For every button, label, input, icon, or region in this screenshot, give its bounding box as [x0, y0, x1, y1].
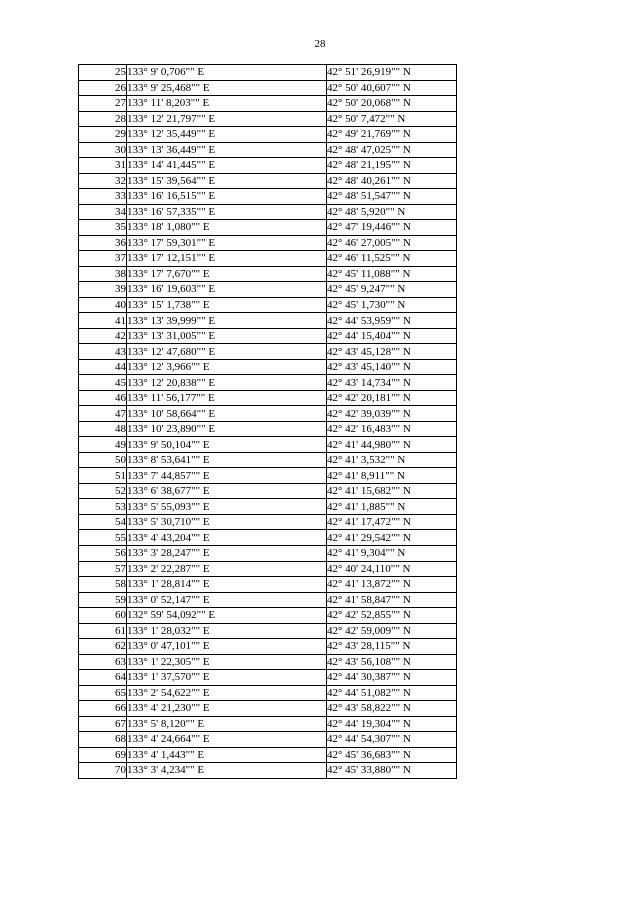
latitude-cell: 42° 41' 44,980"" N: [327, 437, 457, 453]
longitude-cell: 133° 13' 36,449"" E: [127, 142, 327, 158]
table-row: [79, 251, 457, 267]
longitude-cell: 133° 2' 22,287"" E: [127, 561, 327, 577]
table-row: [79, 158, 457, 174]
latitude-cell: 42° 48' 5,920"" N: [327, 204, 457, 220]
table-row: [79, 514, 457, 530]
latitude-cell: 42° 44' 30,387"" N: [327, 670, 457, 686]
latitude-cell: 42° 43' 45,140"" N: [327, 359, 457, 375]
longitude-cell: 133° 4' 43,204"" E: [127, 530, 327, 546]
latitude-cell: 42° 48' 51,547"" N: [327, 189, 457, 205]
point-number-cell: 44: [79, 359, 127, 375]
longitude-cell: 133° 12' 20,838"" E: [127, 375, 327, 391]
point-number-cell: 25: [79, 65, 127, 81]
table-row: [79, 452, 457, 468]
table-row: [79, 220, 457, 236]
point-number-cell: 51: [79, 468, 127, 484]
longitude-cell: 133° 8' 53,641"" E: [127, 452, 327, 468]
point-number-cell: 42: [79, 328, 127, 344]
point-number-cell: 32: [79, 173, 127, 189]
table-row: [79, 654, 457, 670]
latitude-cell: 42° 48' 21,195"" N: [327, 158, 457, 174]
latitude-cell: 42° 41' 15,682"" N: [327, 483, 457, 499]
point-number-cell: 31: [79, 158, 127, 174]
point-number-cell: 64: [79, 670, 127, 686]
point-number-cell: 39: [79, 282, 127, 298]
longitude-cell: 133° 0' 47,101"" E: [127, 639, 327, 655]
table-row: [79, 545, 457, 561]
table-row: [79, 235, 457, 251]
latitude-cell: 42° 50' 20,068"" N: [327, 96, 457, 112]
point-number-cell: 43: [79, 344, 127, 360]
table-row: [79, 96, 457, 112]
latitude-cell: 42° 50' 7,472"" N: [327, 111, 457, 127]
point-number-cell: 62: [79, 639, 127, 655]
longitude-cell: 133° 18' 1,080"" E: [127, 220, 327, 236]
table-row: [79, 747, 457, 763]
longitude-cell: 132° 59' 54,092"" E: [127, 608, 327, 624]
table-row: [79, 390, 457, 406]
point-number-cell: 35: [79, 220, 127, 236]
longitude-cell: 133° 12' 3,966"" E: [127, 359, 327, 375]
longitude-cell: 133° 1' 22,305"" E: [127, 654, 327, 670]
table-row: [79, 561, 457, 577]
longitude-cell: 133° 17' 12,151"" E: [127, 251, 327, 267]
longitude-cell: 133° 7' 44,857"" E: [127, 468, 327, 484]
point-number-cell: 48: [79, 421, 127, 437]
longitude-cell: 133° 1' 28,814"" E: [127, 577, 327, 593]
latitude-cell: 42° 43' 56,108"" N: [327, 654, 457, 670]
latitude-cell: 42° 44' 19,304"" N: [327, 716, 457, 732]
longitude-cell: 133° 16' 19,603"" E: [127, 282, 327, 298]
point-number-cell: 53: [79, 499, 127, 515]
table-row: [79, 592, 457, 608]
longitude-cell: 133° 16' 16,515"" E: [127, 189, 327, 205]
latitude-cell: 42° 44' 53,959"" N: [327, 313, 457, 329]
latitude-cell: 42° 44' 54,307"" N: [327, 732, 457, 748]
longitude-cell: 133° 3' 28,247"" E: [127, 545, 327, 561]
latitude-cell: 42° 51' 26,919"" N: [327, 65, 457, 81]
latitude-cell: 42° 43' 58,822"" N: [327, 701, 457, 717]
longitude-cell: 133° 3' 4,234"" E: [127, 763, 327, 779]
longitude-cell: 133° 6' 38,677"" E: [127, 483, 327, 499]
table-row: [79, 313, 457, 329]
table-row: [79, 716, 457, 732]
longitude-cell: 133° 5' 55,093"" E: [127, 499, 327, 515]
table-row: [79, 344, 457, 360]
point-number-cell: 37: [79, 251, 127, 267]
longitude-cell: 133° 4' 21,230"" E: [127, 701, 327, 717]
point-number-cell: 27: [79, 96, 127, 112]
point-number-cell: 41: [79, 313, 127, 329]
table-row: [79, 189, 457, 205]
latitude-cell: 42° 42' 16,483"" N: [327, 421, 457, 437]
point-number-cell: 36: [79, 235, 127, 251]
table-row: [79, 127, 457, 143]
longitude-cell: 133° 4' 1,443"" E: [127, 747, 327, 763]
longitude-cell: 133° 0' 52,147"" E: [127, 592, 327, 608]
longitude-cell: 133° 10' 58,664"" E: [127, 406, 327, 422]
table-row: [79, 483, 457, 499]
longitude-cell: 133° 2' 54,622"" E: [127, 685, 327, 701]
longitude-cell: 133° 17' 59,301"" E: [127, 235, 327, 251]
longitude-cell: 133° 14' 41,445"" E: [127, 158, 327, 174]
latitude-cell: 42° 41' 17,472"" N: [327, 514, 457, 530]
table-row: [79, 639, 457, 655]
latitude-cell: 42° 45' 1,730"" N: [327, 297, 457, 313]
latitude-cell: 42° 49' 21,769"" N: [327, 127, 457, 143]
point-number-cell: 65: [79, 685, 127, 701]
table-row: [79, 297, 457, 313]
longitude-cell: 133° 13' 39,999"" E: [127, 313, 327, 329]
point-number-cell: 70: [79, 763, 127, 779]
point-number-cell: 57: [79, 561, 127, 577]
latitude-cell: 42° 41' 1,885"" N: [327, 499, 457, 515]
table-row: [79, 282, 457, 298]
latitude-cell: 42° 41' 9,304"" N: [327, 545, 457, 561]
table-row: [79, 421, 457, 437]
latitude-cell: 42° 42' 39,039"" N: [327, 406, 457, 422]
table-row: [79, 437, 457, 453]
point-number-cell: 69: [79, 747, 127, 763]
latitude-cell: 42° 41' 58,847"" N: [327, 592, 457, 608]
table-row: [79, 111, 457, 127]
page-number: 28: [314, 38, 326, 50]
latitude-cell: 42° 48' 47,025"" N: [327, 142, 457, 158]
latitude-cell: 42° 43' 14,734"" N: [327, 375, 457, 391]
point-number-cell: 68: [79, 732, 127, 748]
point-number-cell: 34: [79, 204, 127, 220]
point-number-cell: 63: [79, 654, 127, 670]
table-row: [79, 359, 457, 375]
latitude-cell: 42° 47' 19,446"" N: [327, 220, 457, 236]
latitude-cell: 42° 46' 27,005"" N: [327, 235, 457, 251]
point-number-cell: 26: [79, 80, 127, 96]
point-number-cell: 67: [79, 716, 127, 732]
latitude-cell: 42° 48' 40,261"" N: [327, 173, 457, 189]
point-number-cell: 38: [79, 266, 127, 282]
longitude-cell: 133° 4' 24,664"" E: [127, 732, 327, 748]
longitude-cell: 133° 5' 8,120"" E: [127, 716, 327, 732]
table-row: [79, 204, 457, 220]
latitude-cell: 42° 46' 11,525"" N: [327, 251, 457, 267]
longitude-cell: 133° 13' 31,005"" E: [127, 328, 327, 344]
latitude-cell: 42° 44' 51,082"" N: [327, 685, 457, 701]
table-row: [79, 266, 457, 282]
table-row: [79, 499, 457, 515]
point-number-cell: 40: [79, 297, 127, 313]
point-number-cell: 52: [79, 483, 127, 499]
longitude-cell: 133° 9' 0,706"" E: [127, 65, 327, 81]
point-number-cell: 56: [79, 545, 127, 561]
table-row: [79, 530, 457, 546]
point-number-cell: 66: [79, 701, 127, 717]
table-row: [79, 468, 457, 484]
coordinates-table-body: [79, 65, 457, 779]
latitude-cell: 42° 42' 59,009"" N: [327, 623, 457, 639]
latitude-cell: 42° 42' 52,855"" N: [327, 608, 457, 624]
table-row: [79, 173, 457, 189]
point-number-cell: 58: [79, 577, 127, 593]
table-row: [79, 80, 457, 96]
point-number-cell: 30: [79, 142, 127, 158]
table-row: [79, 732, 457, 748]
latitude-cell: 42° 45' 11,088"" N: [327, 266, 457, 282]
table-row: [79, 670, 457, 686]
point-number-cell: 60: [79, 608, 127, 624]
point-number-cell: 29: [79, 127, 127, 143]
point-number-cell: 49: [79, 437, 127, 453]
latitude-cell: 42° 45' 33,880"" N: [327, 763, 457, 779]
point-number-cell: 33: [79, 189, 127, 205]
point-number-cell: 50: [79, 452, 127, 468]
table-row: [79, 375, 457, 391]
point-number-cell: 46: [79, 390, 127, 406]
coordinates-table: [78, 64, 457, 779]
latitude-cell: 42° 42' 20,181"" N: [327, 390, 457, 406]
latitude-cell: 42° 43' 28,115"" N: [327, 639, 457, 655]
table-row: [79, 142, 457, 158]
longitude-cell: 133° 17' 7,670"" E: [127, 266, 327, 282]
latitude-cell: 42° 40' 24,110"" N: [327, 561, 457, 577]
point-number-cell: 59: [79, 592, 127, 608]
table-row: [79, 577, 457, 593]
longitude-cell: 133° 12' 21,797"" E: [127, 111, 327, 127]
longitude-cell: 133° 15' 1,738"" E: [127, 297, 327, 313]
latitude-cell: 42° 45' 36,683"" N: [327, 747, 457, 763]
latitude-cell: 42° 41' 13,872"" N: [327, 577, 457, 593]
table-row: [79, 763, 457, 779]
longitude-cell: 133° 10' 23,890"" E: [127, 421, 327, 437]
longitude-cell: 133° 1' 37,570"" E: [127, 670, 327, 686]
longitude-cell: 133° 11' 8,203"" E: [127, 96, 327, 112]
table-row: [79, 608, 457, 624]
latitude-cell: 42° 41' 29,542"" N: [327, 530, 457, 546]
latitude-cell: 42° 41' 8,911"" N: [327, 468, 457, 484]
point-number-cell: 47: [79, 406, 127, 422]
table-row: [79, 328, 457, 344]
longitude-cell: 133° 16' 57,335"" E: [127, 204, 327, 220]
point-number-cell: 54: [79, 514, 127, 530]
longitude-cell: 133° 9' 25,468"" E: [127, 80, 327, 96]
latitude-cell: 42° 41' 3,532"" N: [327, 452, 457, 468]
latitude-cell: 42° 45' 9,247"" N: [327, 282, 457, 298]
point-number-cell: 45: [79, 375, 127, 391]
point-number-cell: 55: [79, 530, 127, 546]
table-row: [79, 65, 457, 81]
longitude-cell: 133° 11' 56,177"" E: [127, 390, 327, 406]
latitude-cell: 42° 43' 45,128"" N: [327, 344, 457, 360]
table-row: [79, 406, 457, 422]
table-row: [79, 701, 457, 717]
point-number-cell: 28: [79, 111, 127, 127]
longitude-cell: 133° 12' 47,680"" E: [127, 344, 327, 360]
longitude-cell: 133° 1' 28,032"" E: [127, 623, 327, 639]
latitude-cell: 42° 50' 40,607"" N: [327, 80, 457, 96]
longitude-cell: 133° 9' 50,104"" E: [127, 437, 327, 453]
longitude-cell: 133° 12' 35,449"" E: [127, 127, 327, 143]
point-number-cell: 61: [79, 623, 127, 639]
latitude-cell: 42° 44' 15,404"" N: [327, 328, 457, 344]
table-row: [79, 623, 457, 639]
longitude-cell: 133° 15' 39,564"" E: [127, 173, 327, 189]
table-row: [79, 685, 457, 701]
longitude-cell: 133° 5' 30,710"" E: [127, 514, 327, 530]
